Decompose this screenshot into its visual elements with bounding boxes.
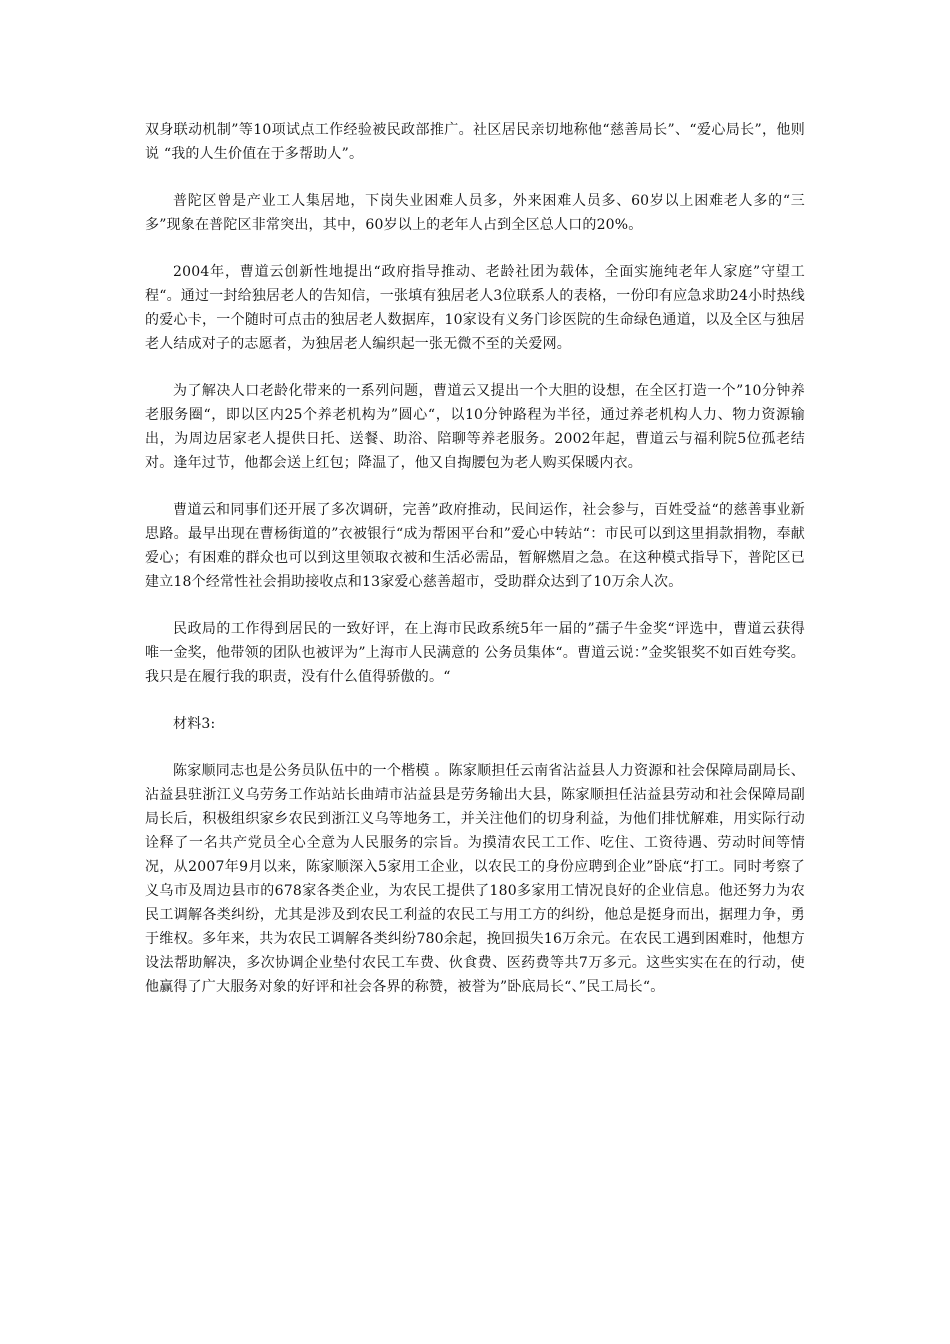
paragraph-continuation: 双身联动机制”等10项试点工作经验被民政部推广。社区居民亲切地称他“慈善局长”、“爱心局长”，他则说 “我的人生价值在于多帮助人”。	[145, 122, 805, 162]
paragraph-gold-award: 民政局的工作得到居民的一致好评，在上海市民政系统5年一届的”孺子牛金奖“评选中，曹道云获得唯一金奖，他带领的团队也被评为”上海市人民满意的 公务员集体“。曹道云说：”金奖银奖不如百姓夸奖。我只是在履行我的职责，没有什么值得骄傲的。“	[145, 621, 805, 685]
paragraph-guard-project: 2004年，曹道云创新性地提出“政府指导推动、老龄社团为载体，全面实施纯老年人家庭”守望工程“。通过一封给独居老人的告知信，一张填有独居老人3位联系人的表格，一份印有应急求助24小时热线的爱心卡，一个随时可点击的独居老人数据库，10家设有义务门诊医院的生命绿色通道，以及全区与独居老人结成对子的志愿者，为独居老人编织起一张无微不至的关爱网。	[145, 264, 805, 352]
paragraph-chen-jiashun: 陈家顺同志也是公务员队伍中的一个楷模 。陈家顺担任云南省沾益县人力资源和社会保障局副局长、沾益县驻浙江义乌劳务工作站站长曲靖市沾益县是劳务输出大县，陈家顺担任沾益县劳动和社会保障局副局长后，积极组织家乡农民到浙江义乌等地务工，并关注他们的切身利益，为他们排忧解难，用实际行动诠释了一名共产党员全心全意为人民服务的宗旨。为摸清农民工工作、吃住、工资待遇、劳动时间等情况，从2007年9月以来，陈家顺深入5家用工企业，以农民工的身份应聘到企业”卧底“打工。同时考察了义乌市及周边县市的678家各类企业，为农民工提供了180多家用工情况良好的企业信息。他还努力为农民工调解各类纠纷，尤其是涉及到农民工利益的农民工与用工方的纠纷，他总是挺身而出，据理力争，勇于维权。多年来，共为农民工调解各类纠纷780余起，挽回损失16万余元。在农民工遇到困难时，他想方设法帮助解决，多次协调企业垫付农民工车费、伙食费、医药费等共7万多元。这些实实在在的行动，使他赢得了广大服务对象的好评和社会各界的称赞，被誉为”卧底局长“、”民工局长“。	[145, 763, 805, 995]
document-body	[145, 118, 805, 1022]
paragraph-putuo-district: 普陀区曾是产业工人集居地，下岗失业困难人员多，外来困难人员多、60岁以上困难老人多的“三多”现象在普陀区非常突出，其中，60岁以上的老年人占到全区总人口的20%。	[145, 193, 805, 233]
material-heading: 材料3:	[173, 716, 216, 732]
paragraph-elderly-service-circle: 为了解决人口老龄化带来的一系列问题，曹道云又提出一个大胆的设想，在全区打造一个”10分钟养老服务圈“，即以区内25个养老机构为”圆心“，以10分钟路程为半径，通过养老机构人力、物力资源输出，为周边居家老人提供日托、送餐、助浴、陪聊等养老服务。2002年起，曹道云与福利院5位孤老结对。逢年过节，他都会送上红包；降温了，他又自掏腰包为老人购买保暖内衣。	[145, 383, 805, 471]
paragraph-charity-model: 曹道云和同事们还开展了多次调研，完善”政府推动，民间运作，社会参与，百姓受益“的慈善事业新思路。最早出现在曹杨街道的”衣被银行“成为帮困平台和”爱心中转站“：市民可以到这里捐款捐物，奉献爱心；有困难的群众也可以到这里领取衣被和生活必需品，暂解燃眉之急。在这种模式指导下，普陀区已建立18个经常性社会捐助接收点和13家爱心慈善超市，受助群众达到了10万余人次。	[145, 502, 805, 590]
